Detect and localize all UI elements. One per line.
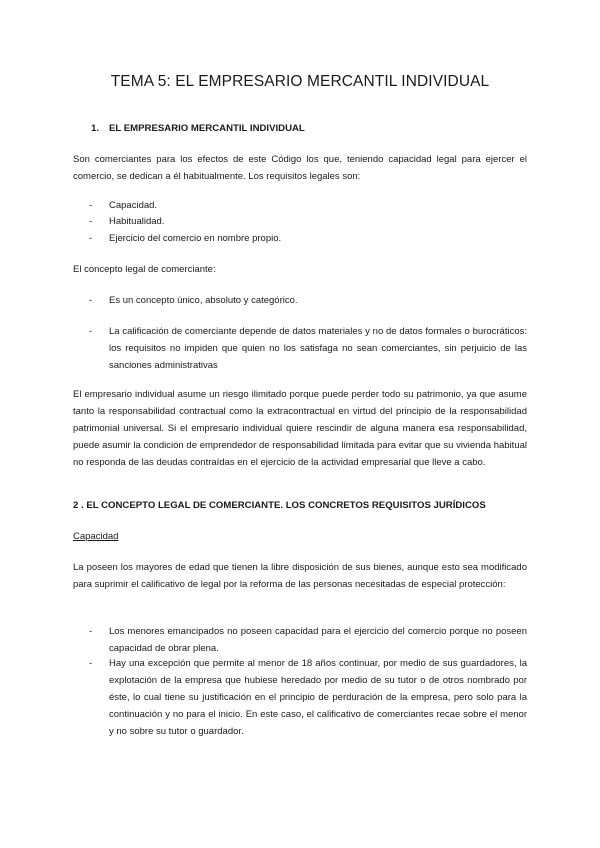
list-dash: - bbox=[89, 295, 93, 306]
list-dash: - bbox=[89, 216, 93, 227]
risk-paragraph: El empresario individual asume un riesgo ilimitado porque puede perder todo su patrimonio, ya que asume tanto la responsabilidad contractual como la extracontractual en virtud del principio de la responsabilidad patrimonial universal. Si el empresario individual quiere rescindir de alguna manera esa responsabilidad, puede asumir la condición de emprendedor de responsabilidad limitada para evitar que su vivienda habitual no responda de las deudas contraídas en el ejercicio de la actividad empresarial que lleve a cabo. bbox=[73, 389, 527, 468]
section-1-intro: Son comerciantes para los efectos de este Código los que, teniendo capacidad legal para ejercer el comercio, se dedican a él habitualmente. Los requisitos legales son: bbox=[73, 154, 527, 182]
list-dash: - bbox=[89, 200, 93, 211]
document-title: TEMA 5: EL EMPRESARIO MERCANTIL INDIVIDUAL bbox=[110, 73, 490, 90]
concept-item: La calificación de comerciante depende de datos materiales y no de datos formales o burocráticos: los requisitos no impiden que quien no los satisfaga no sean comerciantes, sin perjuicio de las sanciones administrativas bbox=[109, 326, 527, 371]
list-dash: - bbox=[89, 233, 93, 244]
subheading-capacidad: Capacidad bbox=[73, 531, 119, 542]
list-dash: - bbox=[89, 658, 93, 669]
requirement-item: Habitualidad. bbox=[109, 216, 165, 227]
capacity-item: Los menores emancipados no poseen capacidad para el ejercicio del comercio porque no poseen capacidad de obrar plena. bbox=[109, 626, 527, 654]
section-2-heading: 2 . EL CONCEPTO LEGAL DE COMERCIANTE. LOS CONCRETOS REQUISITOS JURÍDICOS bbox=[73, 500, 486, 511]
list-dash: - bbox=[89, 326, 93, 337]
section-1-heading: EL EMPRESARIO MERCANTIL INDIVIDUAL bbox=[109, 123, 305, 134]
requirement-item: Ejercicio del comercio en nombre propio. bbox=[109, 233, 282, 244]
concept-label: El concepto legal de comerciante: bbox=[73, 264, 216, 275]
section-1-number: 1. bbox=[91, 123, 100, 134]
capacity-paragraph: La poseen los mayores de edad que tienen la libre disposición de sus bienes, aunque esto sea modificado para suprimir el calificativo de legal por la reforma de las personas necesitadas de especial protección: bbox=[73, 562, 527, 590]
requirement-item: Capacidad. bbox=[109, 200, 158, 211]
concept-item: Es un concepto único, absoluto y categórico. bbox=[109, 295, 298, 306]
list-dash: - bbox=[89, 626, 93, 637]
capacity-item: Hay una excepción que permite al menor de 18 años continuar, por medio de sus guardadores, la explotación de la empresa que hubiese heredado por medio de su tutor o de otros nombrado por éste, lo cual tiene su justificación en el principio de perduración de la empresa, pero solo para la continuación y no para el inicio. En este caso, el calificativo de comerciantes recae sobre el menor y no sobre su tutor o guardador. bbox=[109, 658, 527, 737]
